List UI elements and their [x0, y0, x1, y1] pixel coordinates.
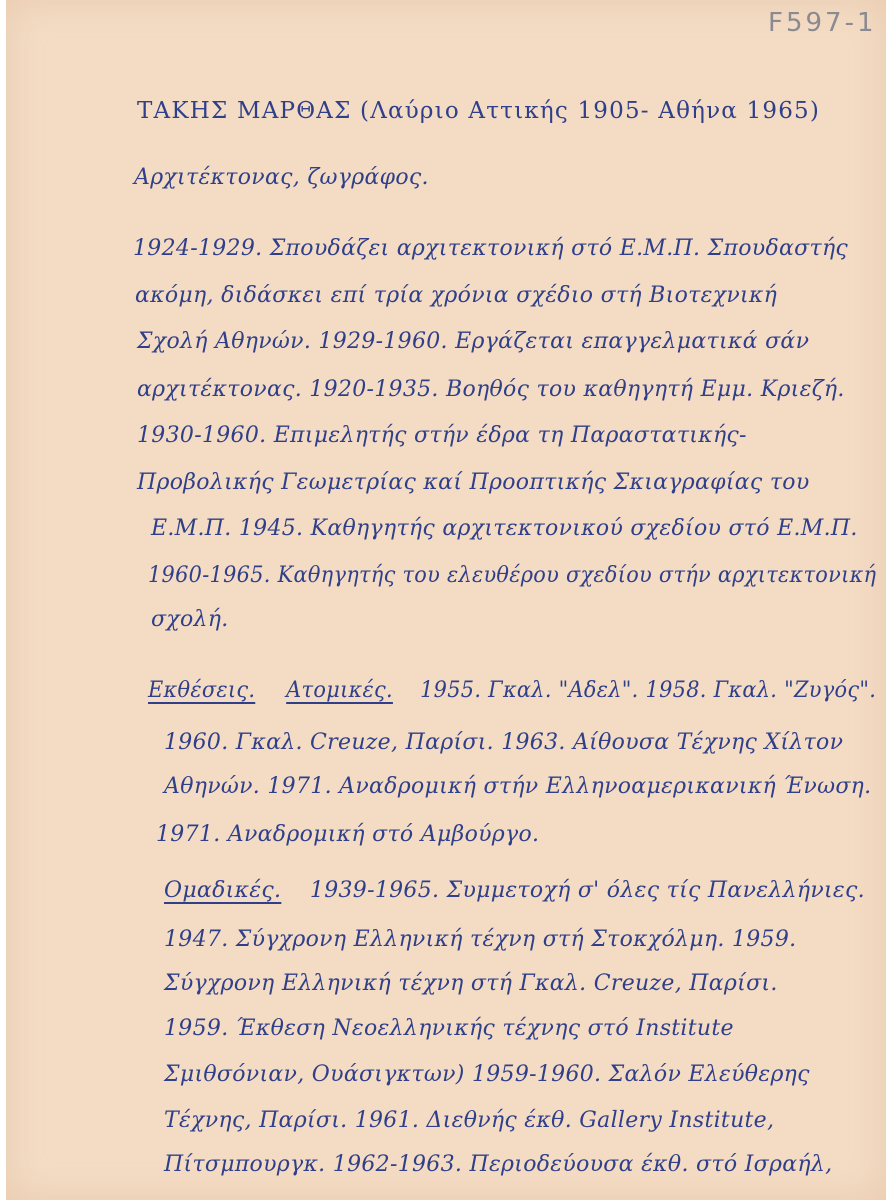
bio-line: Σχολή Αθηνών. 1929-1960. Εργάζεται επαγγελματικά σάν — [137, 329, 810, 354]
bio-line: σχολή. — [151, 607, 229, 632]
solo-exhibition-line: Αθηνών. 1971. Αναδρομική στήν Ελληνοαμερικανική Ένωση. — [164, 774, 872, 799]
solo-exhibition-entry: 1955. Γκαλ. "Αδελ". 1958. Γκαλ. "Ζυγός". — [420, 678, 877, 703]
group-exhibition-line: 1959. Έκθεση Νεοελληνικής τέχνης στό Institute — [164, 1016, 734, 1041]
solo-exhibition-line: 1960. Γκαλ. Creuze, Παρίσι. 1963. Αίθουσα Τέχνης Χίλτον — [164, 730, 844, 755]
bio-line: 1930-1960. Επιμελητής στήν έδρα τη Παραστατικής- — [137, 423, 747, 448]
group-exhibition-entry: 1939-1965. Συμμετοχή σ' όλες τίς Πανελλήνιες. — [309, 878, 865, 903]
title-line: ΤΑΚΗΣ ΜΑΡΘΑΣ (Λαύριο Αττικής 1905- Αθήνα 1965) — [137, 98, 821, 124]
bio-line: Ε.Μ.Π. 1945. Καθηγητής αρχιτεκτονικού σχεδίου στό Ε.Μ.Π. — [151, 516, 858, 541]
profession-line: Αρχιτέκτονας, ζωγράφος. — [134, 165, 429, 190]
group-exhibition-line: Σύγχρονη Ελληνική τέχνη στή Γκαλ. Creuze, Παρίσι. — [164, 971, 778, 996]
solo-exhibition-line: 1971. Αναδρομική στό Αμβούργο. — [156, 822, 540, 847]
reference-number: F597-1 — [768, 8, 877, 38]
exhibitions-heading: Εκθέσεις. — [148, 678, 256, 703]
group-exhibition-line: Πίτσμπουργκ. 1962-1963. Περιοδεύουσα έκθ. στό Ισραήλ, — [164, 1152, 833, 1177]
bio-line: 1924-1929. Σπουδάζει αρχιτεκτονική στό Ε.Μ.Π. Σπουδαστής — [133, 236, 849, 261]
group-exhibition-line: 1947. Σύγχρονη Ελληνική τέχνη στή Στοκχόλμη. 1959. — [164, 927, 797, 952]
bio-line: αρχιτέκτονας. 1920-1935. Βοηθός του καθηγητή Εμμ. Κριεζή. — [137, 377, 845, 402]
archive-page — [6, 0, 886, 1200]
group-exhibitions-row — [164, 878, 865, 903]
group-exhibitions-heading: Ομαδικές. — [164, 878, 282, 903]
solo-exhibitions-heading: Ατομικές. — [286, 678, 393, 703]
group-exhibition-line: Τέχνης, Παρίσι. 1961. Διεθνής έκθ. Gallery Institute, — [164, 1108, 775, 1133]
bio-line: Προβολικής Γεωμετρίας καί Προοπτικής Σκιαγραφίας του — [137, 470, 810, 495]
bio-line: 1960-1965. Καθηγητής του ελευθέρου σχεδίου στήν αρχιτεκτονική — [148, 563, 877, 588]
bio-line: ακόμη, διδάσκει επί τρία χρόνια σχέδιο στή Βιοτεχνική — [135, 283, 778, 308]
group-exhibition-line: Σμιθσόνιαν, Ουάσιγκτων) 1959-1960. Σαλόν Ελεύθερης — [164, 1062, 810, 1087]
solo-exhibitions-row — [148, 678, 876, 703]
